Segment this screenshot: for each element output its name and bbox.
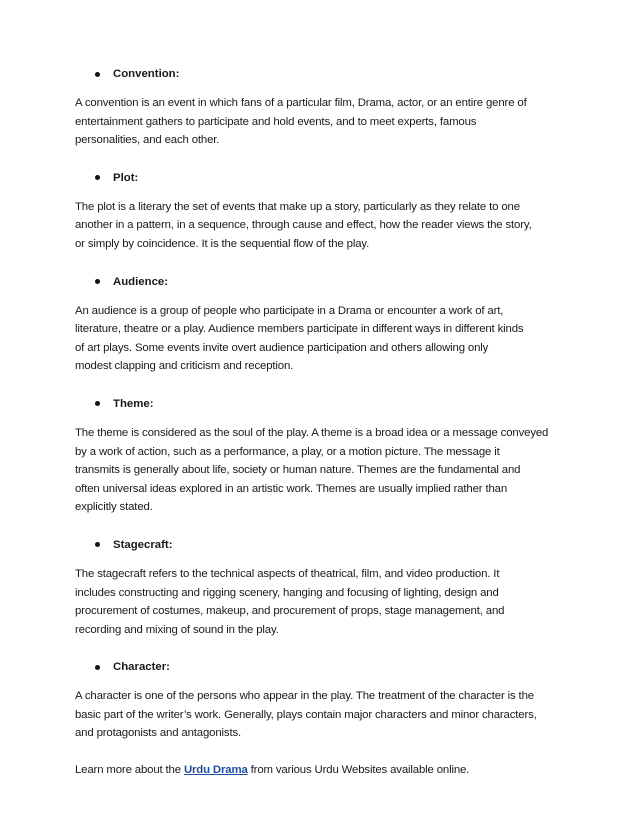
heading-text: Stagecraft: [113,538,173,551]
paragraph-theme [75,424,571,517]
heading-text: Convention: [113,68,180,80]
text-line: explicitly stated. [75,501,153,514]
heading-text: Audience: [113,275,169,288]
paragraph-plot [75,198,571,254]
bullet-icon [95,401,100,406]
heading-text: Theme: [113,397,154,410]
bullet-icon [95,542,100,547]
text-line: and protagonists and antagonists. [75,727,242,740]
paragraph-convention [75,94,571,150]
text-line: by a work of action, such as a performance, a play, or a motion picture. The message it [75,445,500,458]
section-heading-theme [95,394,571,414]
text-line: literature, theatre or a play. Audience members participate in different ways in different kinds [75,323,524,336]
section-heading-plot [95,168,571,188]
text-line: A character is one of the persons who appear in the play. The treatment of the character is the [75,690,534,703]
text-line: The theme is considered as the soul of the play. A theme is a broad idea or a message conveyed [75,426,549,439]
text-line: includes constructing and rigging scenery, hanging and focusing of lighting, design and [75,586,499,599]
text-line: The stagecraft refers to the technical aspects of theatrical, film, and video production. It [75,567,500,580]
text-line: of art plays. Some events invite overt audience participation and others allowing only [75,341,489,354]
paragraph-audience [75,302,571,376]
text-line: procurement of costumes, makeup, and procurement of props, stage management, and [75,605,505,618]
learn-more-prefix: Learn more about the [75,764,184,777]
text-line: basic part of the writer’s work. Generally, plays contain major characters and minor characters, [75,708,537,721]
heading-text: Character: [113,661,170,674]
paragraph-character [75,687,571,743]
bullet-icon [95,175,100,180]
paragraph-stagecraft [75,565,571,639]
text-line: entertainment gathers to participate and hold events, and to meet experts, famous [75,115,477,128]
text-line: recording and mixing of sound in the play. [75,623,279,636]
bullet-icon [95,72,100,77]
text-line: or simply by coincidence. It is the sequential flow of the play. [75,237,370,250]
text-line: The plot is a literary the set of events that make up a story, particularly as they relate to one [75,200,520,213]
section-heading-character [95,657,571,677]
text-line: personalities, and each other. [75,134,220,147]
text-line: A convention is an event in which fans of a particular film, Drama, actor, or an entire genre of [75,97,527,109]
text-line: often universal ideas explored in an artistic work. Themes are usually implied rather than [75,482,508,495]
text-line: modest clapping and criticism and reception. [75,360,294,373]
section-heading-convention [95,64,571,84]
bullet-icon [95,665,100,670]
bullet-icon [95,279,100,284]
urdu-drama-link[interactable]: Urdu Drama [183,764,248,777]
section-heading-stagecraft [95,535,571,555]
text-line: An audience is a group of people who participate in a Drama or encounter a work of art, [75,304,504,317]
heading-text: Plot: [113,171,139,184]
text-line: transmits is generally about life, society or human nature. Themes are the fundamental and [75,464,521,477]
document-body [75,64,571,780]
text-line: another in a pattern, in a sequence, through cause and effect, how the reader views the story, [75,219,532,232]
section-heading-audience [95,272,571,292]
learn-more-line [75,761,571,780]
learn-more-suffix: from various Urdu Websites available online. [247,764,470,777]
